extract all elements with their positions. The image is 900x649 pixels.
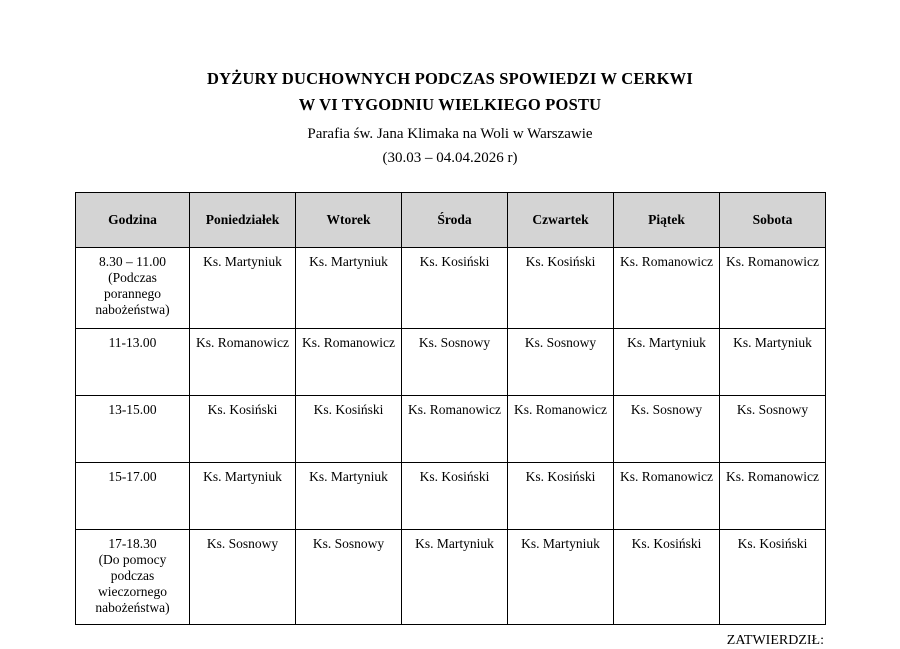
- table-row: [76, 530, 826, 625]
- table-row: [76, 463, 826, 530]
- cell-priest: Ks. Kosiński: [402, 248, 508, 329]
- table-header-row-group: [76, 193, 826, 248]
- cell-priest: Ks. Martyniuk: [508, 530, 614, 625]
- table-row: [76, 396, 826, 463]
- cell-hour: 17-18.30 (Do pomocy podczas wieczornego nabożeństwa): [76, 530, 190, 625]
- cell-hour: 11-13.00: [76, 329, 190, 396]
- document-title-line-2: W VI TYGODNIU WIELKIEGO POSTU: [298, 95, 602, 114]
- cell-hour: 8.30 – 11.00 (Podczas porannego nabożeństwa): [76, 248, 190, 329]
- cell-priest: Ks. Sosnowy: [402, 329, 508, 396]
- cell-priest: Ks. Sosnowy: [508, 329, 614, 396]
- document-title-line-1: DYŻURY DUCHOWNYCH PODCZAS SPOWIEDZI W CERKWI: [206, 69, 693, 88]
- cell-priest: Ks. Martyniuk: [190, 463, 296, 530]
- cell-priest: Ks. Martyniuk: [614, 329, 720, 396]
- document-header: [0, 0, 900, 170]
- cell-priest: Ks. Martyniuk: [296, 248, 402, 329]
- schedule-table-wrapper: [75, 192, 825, 625]
- cell-priest: Ks. Sosnowy: [720, 396, 826, 463]
- document-subtitle-parish: Parafia św. Jana Klimaka na Woli w Warszawie: [307, 126, 593, 142]
- cell-priest: Ks. Kosiński: [402, 463, 508, 530]
- schedule-table: [75, 192, 826, 625]
- cell-priest: Ks. Kosiński: [720, 530, 826, 625]
- column-header-sobota: Sobota: [720, 193, 826, 248]
- approved-by-label: ZATWIERDZIŁ:: [726, 633, 824, 648]
- cell-priest: Ks. Sosnowy: [190, 530, 296, 625]
- table-row: [76, 248, 826, 329]
- cell-priest: Ks. Kosiński: [296, 396, 402, 463]
- cell-priest: Ks. Romanowicz: [614, 248, 720, 329]
- cell-priest: Ks. Romanowicz: [296, 329, 402, 396]
- cell-priest: Ks. Romanowicz: [402, 396, 508, 463]
- cell-priest: Ks. Kosiński: [190, 396, 296, 463]
- cell-priest: Ks. Kosiński: [614, 530, 720, 625]
- cell-hour: 15-17.00: [76, 463, 190, 530]
- cell-priest: Ks. Romanowicz: [614, 463, 720, 530]
- cell-priest: Ks. Romanowicz: [508, 396, 614, 463]
- column-header-godzina: Godzina: [76, 193, 190, 248]
- column-header-poniedzialek: Poniedziałek: [190, 193, 296, 248]
- table-body: [76, 248, 826, 625]
- cell-priest: Ks. Martyniuk: [296, 463, 402, 530]
- cell-priest: Ks. Kosiński: [508, 248, 614, 329]
- cell-priest: Ks. Martyniuk: [190, 248, 296, 329]
- cell-priest: Ks. Romanowicz: [720, 463, 826, 530]
- column-header-sroda: Środa: [402, 193, 508, 248]
- cell-priest: Ks. Sosnowy: [614, 396, 720, 463]
- table-row: [76, 329, 826, 396]
- cell-priest: Ks. Martyniuk: [720, 329, 826, 396]
- column-header-piatek: Piątek: [614, 193, 720, 248]
- table-header-row: [76, 193, 826, 248]
- cell-priest: Ks. Sosnowy: [296, 530, 402, 625]
- cell-priest: Ks. Romanowicz: [190, 329, 296, 396]
- cell-priest: Ks. Romanowicz: [720, 248, 826, 329]
- cell-hour: 13-15.00: [76, 396, 190, 463]
- document-subtitle-dates: (30.03 – 04.04.2026 r): [382, 150, 518, 166]
- cell-priest: Ks. Martyniuk: [402, 530, 508, 625]
- column-header-wtorek: Wtorek: [296, 193, 402, 248]
- column-header-czwartek: Czwartek: [508, 193, 614, 248]
- cell-priest: Ks. Kosiński: [508, 463, 614, 530]
